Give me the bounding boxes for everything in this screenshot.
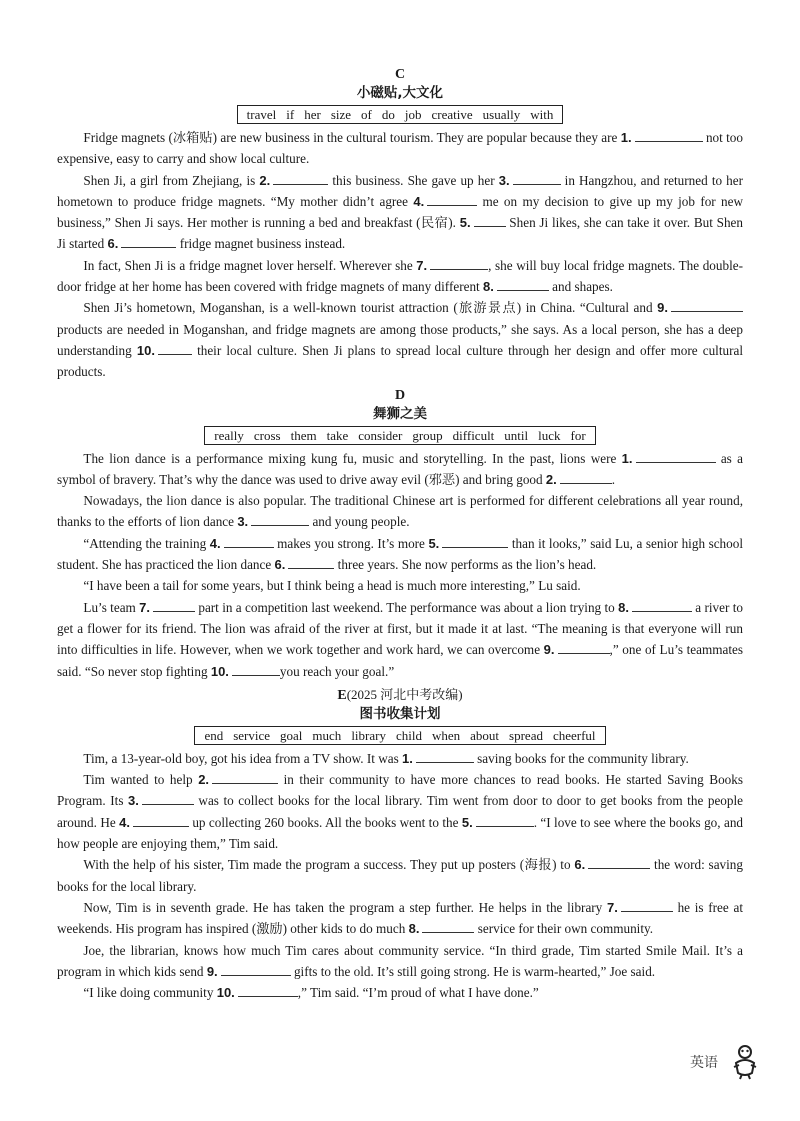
paragraph: “I have been a tail for some years, but I think being a head is much more interesting,” Lu said. [83,578,581,594]
blank-number: 8. [618,599,629,615]
paragraph: “Attending the training 4. makes you strong. It’s more 5. than it looks,” said Lu, a senior high school student. She has practiced the lion dance 6. three years. She now performs as the lion’s head. [57,535,743,573]
answer-blank[interactable] [442,534,508,548]
answer-blank[interactable] [474,213,506,227]
word-bank-item: do [381,107,395,122]
answer-blank[interactable] [476,813,534,827]
word-bank-item: library [351,727,386,743]
blank-number: 8. [483,279,494,295]
page-footer [690,1043,760,1081]
blank-number: 5. [461,814,473,830]
word-bank [204,426,595,445]
blank-number: 7. [416,257,428,273]
word-bank-item: goal [280,727,303,743]
answer-blank[interactable] [238,983,298,997]
word-bank-item: group [412,427,443,443]
answer-blank[interactable] [416,749,474,763]
blank-number: 1. [402,750,413,766]
word-bank-item: creative [431,107,473,122]
answer-blank[interactable] [558,640,610,654]
answer-blank[interactable] [422,919,474,933]
word-bank-item: them [290,427,317,443]
paragraph: Shen Ji’s hometown, Moganshan, is a well-known tourist attraction (旅游景点) in China. “Cultural and 9. products are needed in Moganshan, and fridge magnets are among those products,” she says. As a local person, she has a deep understanding 10. their local culture. Shen Ji plans to spread local culture through her design and offer more cultural products. [57,300,743,380]
blank-number: 5. [459,215,471,231]
paragraph: Joe, the librarian, knows how much Tim cares about community service. “In third grade, Tim started Smile Mail. It’s a program in which kids send 9. gifts to the old. It’s still going strong. He is warm-hearted,” Joe said. [57,942,743,979]
word-bank-item: luck [538,427,561,443]
blank-number: 4. [413,193,425,209]
blank-number: 9. [657,300,668,316]
word-bank-item: difficult [452,427,495,443]
word-bank-item: size [330,107,352,122]
blank-number: 4. [119,814,130,830]
word-bank-item: consider [358,427,403,443]
answer-blank[interactable] [636,449,716,463]
word-bank [194,726,605,745]
word-bank-item: for [570,427,586,443]
blank-number: 2. [198,772,210,788]
paragraph: Tim, a 13-year-old boy, got his idea from a TV show. It was 1. saving books for the community library. [83,750,689,766]
paragraph: The lion dance is a performance mixing kung fu, music and storytelling. In the past, lions were 1. as a symbol of bravery. That’s why the dance was used to drive away evil (邪恶) and bring good 2. . [57,450,743,487]
section-letter: C [394,67,406,82]
blank-number: 1. [620,130,632,145]
section-heading [57,686,743,705]
blank-number: 9. [206,963,218,979]
subject-label: 英语 [690,1055,718,1071]
section-source: (2025 河北中考改编) [346,686,463,702]
blank-number: 2. [545,471,557,487]
word-bank-item: of [361,107,372,122]
word-bank-item: about [470,727,500,743]
blank-number: 8. [408,921,420,937]
word-bank-item: until [504,427,529,443]
answer-blank[interactable] [671,298,743,312]
blank-number: 10. [136,342,155,358]
answer-blank[interactable] [621,898,673,912]
paragraph: Fridge magnets (冰箱贴) are new business in the cultural tourism. They are popular because they are 1. not too expensive, easy to carry and show local culture. [57,130,743,167]
answer-blank[interactable] [635,128,703,142]
blank-number: 6. [574,857,586,873]
mascot-logo-icon [730,1043,760,1081]
word-bank-item: child [395,727,422,743]
answer-blank[interactable] [153,598,195,612]
worksheet [57,62,743,1003]
section-c [57,66,743,383]
blank-number: 9. [543,642,555,658]
answer-blank[interactable] [221,962,291,976]
answer-blank[interactable] [158,341,192,355]
blank-number: 7. [607,899,618,915]
word-bank-item: spread [509,727,543,743]
word-bank-item: take [326,427,349,443]
blank-number: 1. [621,450,633,466]
answer-blank[interactable] [251,512,309,526]
answer-blank[interactable] [142,791,194,805]
answer-blank[interactable] [288,555,334,569]
blank-number: 10. [210,663,229,679]
answer-blank[interactable] [427,192,477,206]
paragraph: In fact, Shen Ji is a fridge magnet lover herself. Wherever she 7. , she will buy local fridge magnets. The double-door fridge at her home has been covered with fridge magnets of many different 8. and shapes. [57,257,743,295]
answer-blank[interactable] [232,662,280,676]
paragraph: Tim wanted to help 2. in their community to have more chances to read books. He started Saving Books Program. Its 3. was to collect books for the local library. Tim went from door to door to get books from the people around. He 4. up collecting 260 books. All the books went to the 5. . “I love to see where the books go, and how people are enjoying them,” Tim said. [57,772,744,852]
word-bank-item: cheerful [552,727,596,743]
paragraph: “I like doing community 10. ,” Tim said. “I’m proud of what I have done.” [83,985,539,1001]
word-bank-item: her [304,107,321,122]
blank-number: 3. [498,172,510,188]
word-bank-item: if [286,107,295,122]
blank-number: 3. [237,514,249,530]
answer-blank[interactable] [560,470,612,484]
word-bank-item: job [404,107,422,122]
section-title: 图书收集计划 [359,705,441,722]
word-bank [237,105,564,124]
section-letter: D [394,387,406,403]
blank-number: 2. [259,172,271,188]
answer-blank[interactable] [121,234,176,248]
word-bank-item: travel [246,107,277,122]
word-bank-item: when [431,727,461,743]
word-bank-item: much [312,727,342,743]
passage [57,448,743,682]
blank-number: 10. [216,985,235,1001]
answer-blank[interactable] [588,855,650,869]
paragraph: With the help of his sister, Tim made the program a success. They put up posters (海报) to 6. the word: saving books for the local library. [57,857,743,894]
answer-blank[interactable] [273,171,328,185]
blank-number: 7. [139,599,150,615]
blank-number: 3. [128,793,139,809]
word-bank-item: end [204,727,224,743]
blank-number: 6. [274,557,286,573]
word-bank-item: with [530,107,554,122]
answer-blank[interactable] [133,813,189,827]
blank-number: 4. [209,535,221,551]
answer-blank[interactable] [632,598,692,612]
word-bank-item: really [214,427,244,443]
passage [57,127,743,383]
blank-number: 6. [107,236,119,252]
answer-blank[interactable] [513,171,561,185]
paragraph: Shen Ji, a girl from Zhejiang, is 2. this business. She gave up her 3. in Hangzhou, and returned to her hometown to produce fridge magnets. “My mother didn’t agree 4. me on my decision to give up my job for new business,” Shen Ji says. Her mother is running a bed and breakfast (民宿). 5. Shen Ji likes, she can take it over. But Shen Ji started 6. fridge magnet business instead. [57,172,744,252]
word-bank-item: usually [482,107,521,122]
paragraph: Lu’s team 7. part in a competition last weekend. The performance was about a lion trying to 8. a river to get a flower for its friend. The lion was afraid of the river at first, but it made it at last. “The meaning is that everyone will run into difficulties in life. However, when we work together and work hard, we can overcome 9. ,” one of Lu’s teammates said. “So never stop fighting 10. you reach your goal.” [57,599,743,679]
blank-number: 5. [428,535,440,551]
answer-blank[interactable] [430,256,488,270]
passage [57,748,743,1004]
section-letter: E [337,687,347,703]
word-bank-item: cross [253,427,281,443]
section-title: 舞狮之美 [373,405,427,422]
answer-blank[interactable] [224,534,274,548]
answer-blank[interactable] [497,277,549,291]
paragraph: Nowadays, the lion dance is also popular. The traditional Chinese art is performed for different celebrations all year round, thanks to the efforts of lion dance 3. and young people. [57,493,743,530]
section-e [57,686,743,1004]
section-d [57,387,743,682]
word-bank-item: service [233,727,271,743]
answer-blank[interactable] [212,770,278,784]
section-title: 小磁贴,大文化 [356,85,444,101]
paragraph: Now, Tim is in seventh grade. He has taken the program a step further. He helps in the library 7. he is free at weekends. His program has inspired (激励) other kids to do much 8. service for their own community. [57,899,744,937]
